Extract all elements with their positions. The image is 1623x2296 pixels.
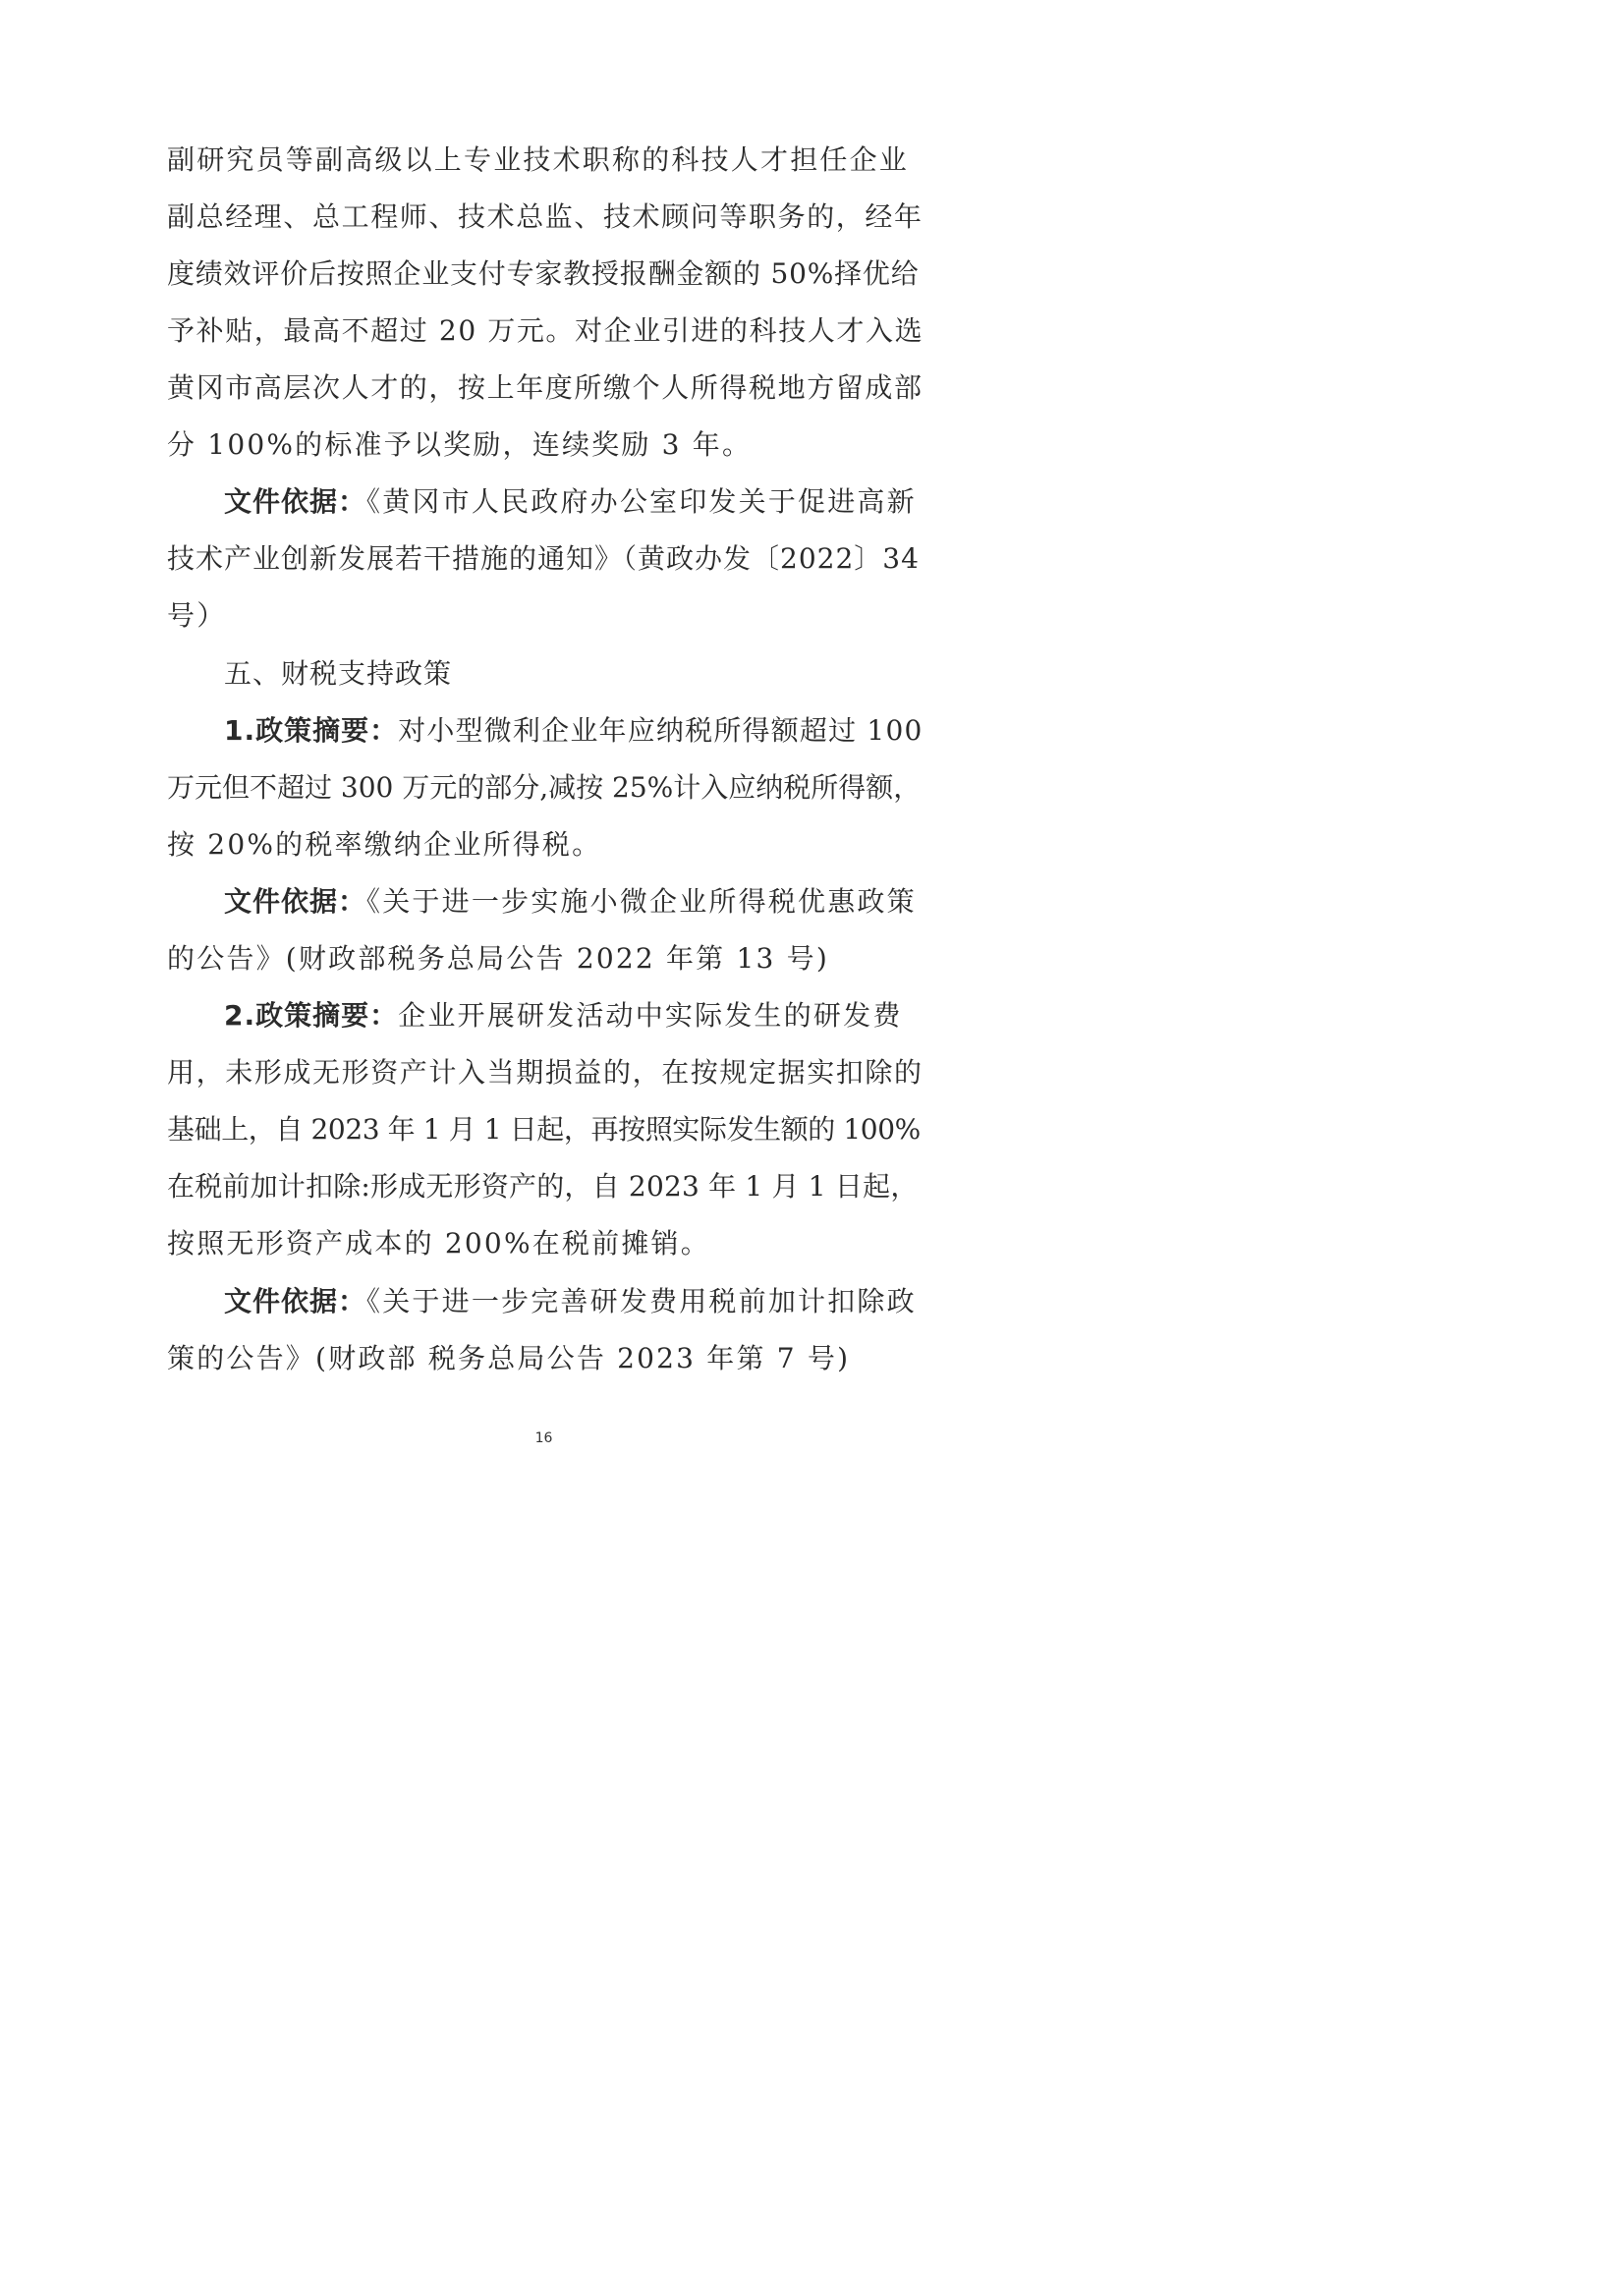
text-line: 基础上，自 2023 年 1 月 1 日起，再按照实际发生额的 100% — [167, 1113, 921, 1146]
text-line: 策的公告》(财政部 税务总局公告 2023 年第 7 号) — [167, 1342, 851, 1374]
text-line: 技术产业创新发展若干措施的通知》（黄政办发〔2022〕34 — [167, 542, 920, 575]
text-line: 号） — [167, 599, 227, 632]
text-line — [224, 711, 923, 751]
policy-label: 2.政策摘要： — [224, 999, 399, 1032]
text-line: 副总经理、总工程师、技术总监、技术顾问等职务的，经年 — [167, 200, 923, 233]
policy-text: 企业开展研发活动中实际发生的研发费 — [398, 999, 903, 1032]
text-line — [224, 1282, 923, 1321]
basis-text: 《黄冈市人民政府办公室印发关于促进高新 — [366, 485, 917, 518]
text-line — [224, 996, 923, 1036]
basis-label: 文件依据： — [224, 1285, 367, 1317]
text-line: 在税前加计扣除:形成无形资产的，自 2023 年 1 月 1 日起， — [167, 1170, 919, 1203]
basis-text: 《关于进一步完善研发费用税前加计扣除政 — [366, 1285, 917, 1317]
policy-label: 1.政策摘要： — [224, 714, 399, 747]
basis-label: 文件依据： — [224, 885, 367, 918]
policy-text: 对小型微利企业年应纳税所得额超过 100 — [398, 714, 923, 747]
basis-text: 《关于进一步实施小微企业所得税优惠政策 — [366, 885, 917, 918]
page-number: 16 — [534, 1430, 553, 1446]
text-line: 的公告》(财政部税务总局公告 2022 年第 13 号) — [167, 942, 829, 975]
section-heading: 五、财税支持政策 — [224, 657, 453, 690]
basis-label: 文件依据： — [224, 485, 367, 518]
text-line: 副研究员等副高级以上专业技术职称的科技人才担任企业 — [167, 143, 910, 176]
text-line: 黄冈市高层次人才的，按上年度所缴个人所得税地方留成部 — [167, 371, 923, 404]
text-line: 分 100%的标准予以奖励，连续奖励 3 年。 — [167, 428, 753, 461]
text-line: 按 20%的税率缴纳企业所得税。 — [167, 828, 602, 861]
text-line: 予补贴，最高不超过 20 万元。对企业引进的科技人才入选 — [167, 314, 924, 347]
text-line: 用，未形成无形资产计入当期损益的，在按规定据实扣除的 — [167, 1056, 923, 1089]
text-line: 度绩效评价后按照企业支付专家教授报酬金额的 50%择优给 — [167, 257, 920, 290]
text-line — [224, 882, 923, 922]
text-line — [224, 482, 923, 522]
document-page — [0, 0, 1088, 1540]
text-line: 万元但不超过 300 万元的部分,减按 25%计入应纳税所得额， — [167, 771, 922, 804]
text-line: 按照无形资产成本的 200%在税前摊销。 — [167, 1227, 710, 1260]
